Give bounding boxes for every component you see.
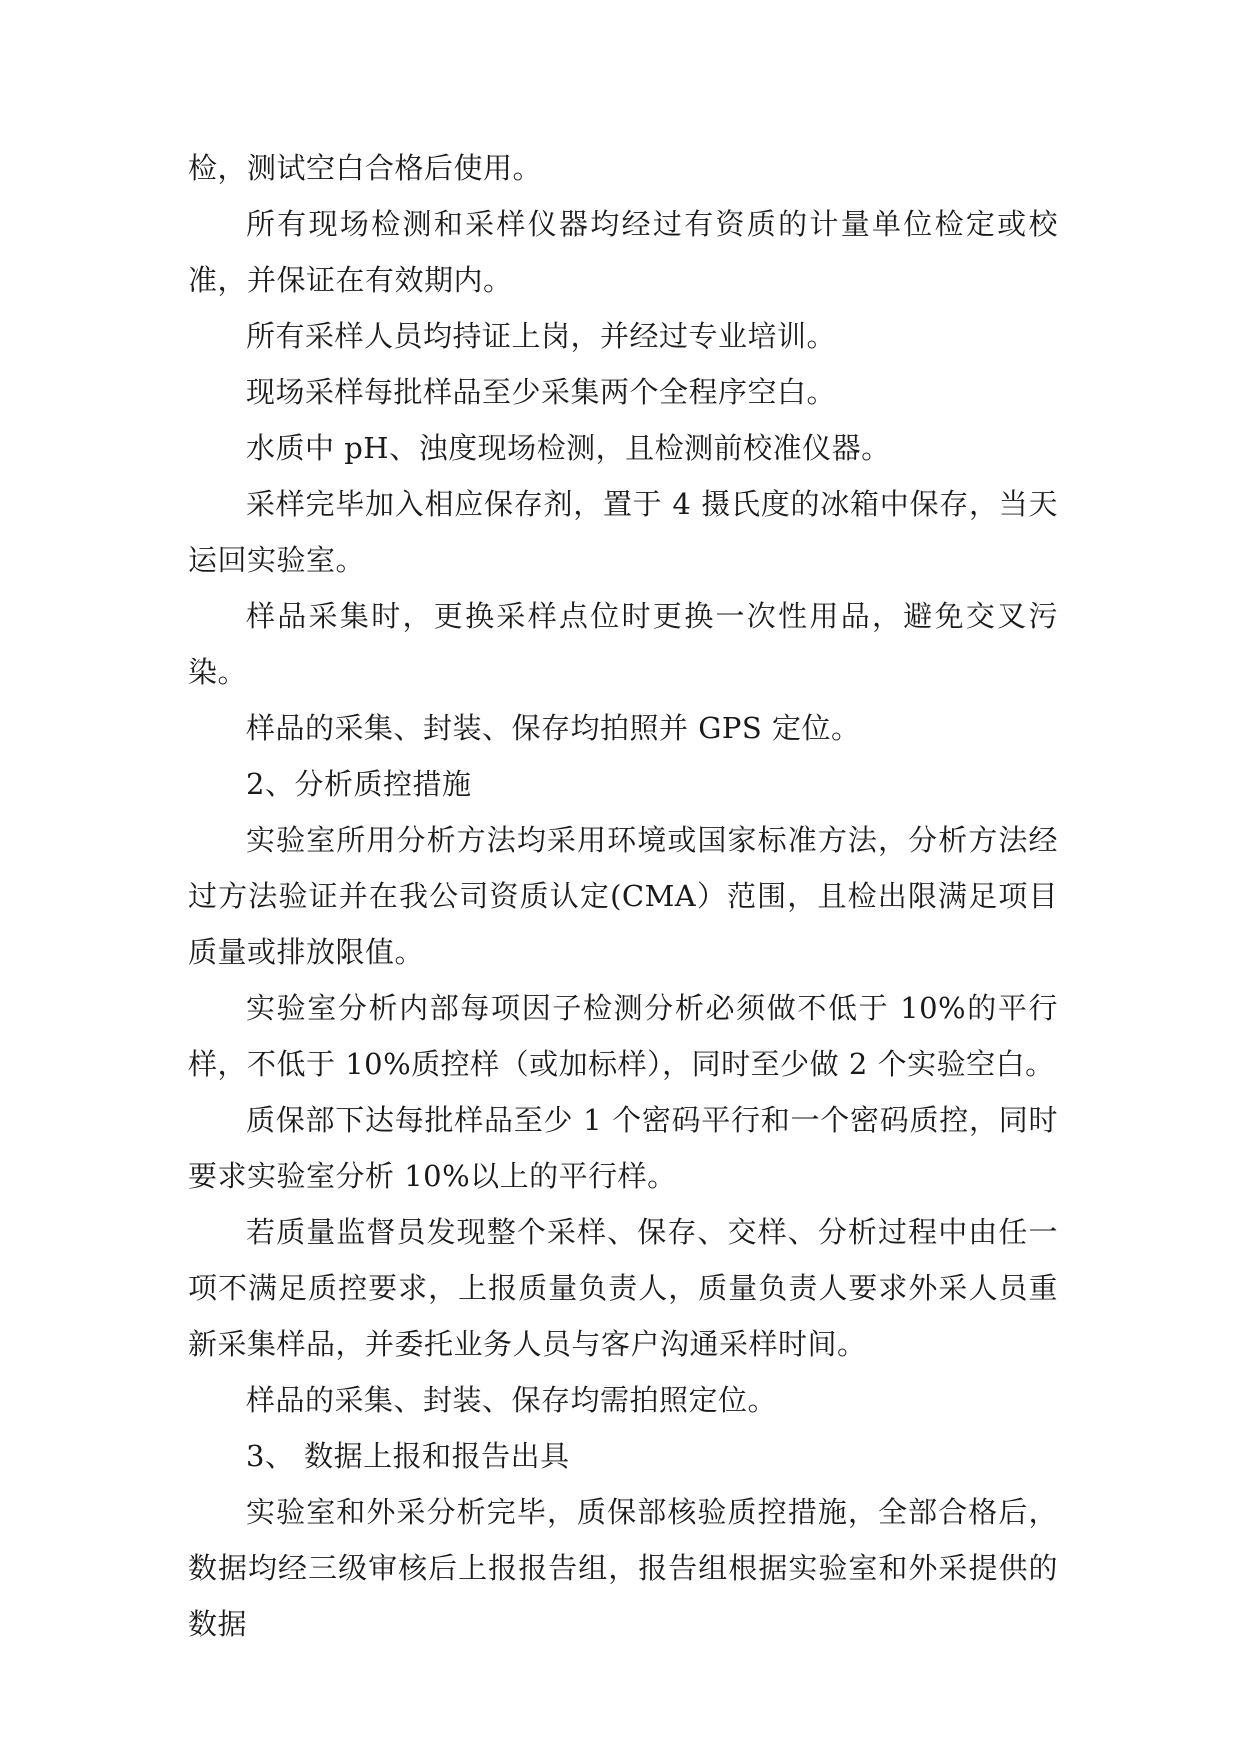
paragraph-10: 实验室所用分析方法均采用环境或国家标准方法，分析方法经过方法验证并在我公司资质认定(CMA）范围，且检出限满足项目质量或排放限值。 — [188, 823, 1058, 969]
paragraph-2: 所有现场检测和采样仪器均经过有资质的计量单位检定或校准，并保证在有效期内。 — [188, 207, 1058, 297]
paragraph-3: 所有采样人员均持证上岗，并经过专业培训。 — [246, 319, 837, 353]
paragraph-7: 样品采集时，更换采样点位时更换一次性用品，避免交叉污染。 — [188, 599, 1058, 689]
section-heading-3: 3、 数据上报和报告出具 — [246, 1439, 570, 1473]
paragraph-13: 若质量监督员发现整个采样、保存、交样、分析过程中由任一项不满足质控要求，上报质量负责人，质量负责人要求外采人员重新采集样品，并委托业务人员与客户沟通采样时间。 — [188, 1215, 1058, 1361]
paragraph-4: 现场采样每批样品至少采集两个全程序空白。 — [246, 375, 837, 409]
section-heading-2: 2、分析质控措施 — [246, 767, 472, 801]
paragraph-11: 实验室分析内部每项因子检测分析必须做不低于 10%的平行样，不低于 10%质控样（或加标样），同时至少做 2 个实验空白。 — [188, 991, 1058, 1081]
paragraph-5: 水质中 pH、浊度现场检测，且检测前校准仪器。 — [246, 431, 891, 465]
paragraph-14: 样品的采集、封装、保存均需拍照定位。 — [246, 1383, 778, 1417]
paragraph-16: 实验室和外采分析完毕，质保部核验质控措施，全部合格后，数据均经三级审核后上报报告组，报告组根据实验室和外采提供的数据 — [188, 1495, 1058, 1641]
paragraph-6: 采样完毕加入相应保存剂，置于 4 摄氏度的冰箱中保存，当天运回实验室。 — [188, 487, 1058, 577]
document-body — [188, 140, 1058, 1652]
paragraph-1: 检，测试空白合格后使用。 — [188, 151, 543, 185]
paragraph-12: 质保部下达每批样品至少 1 个密码平行和一个密码质控，同时要求实验室分析 10%以上的平行样。 — [188, 1103, 1058, 1193]
paragraph-8: 样品的采集、封装、保存均拍照并 GPS 定位。 — [246, 711, 861, 745]
